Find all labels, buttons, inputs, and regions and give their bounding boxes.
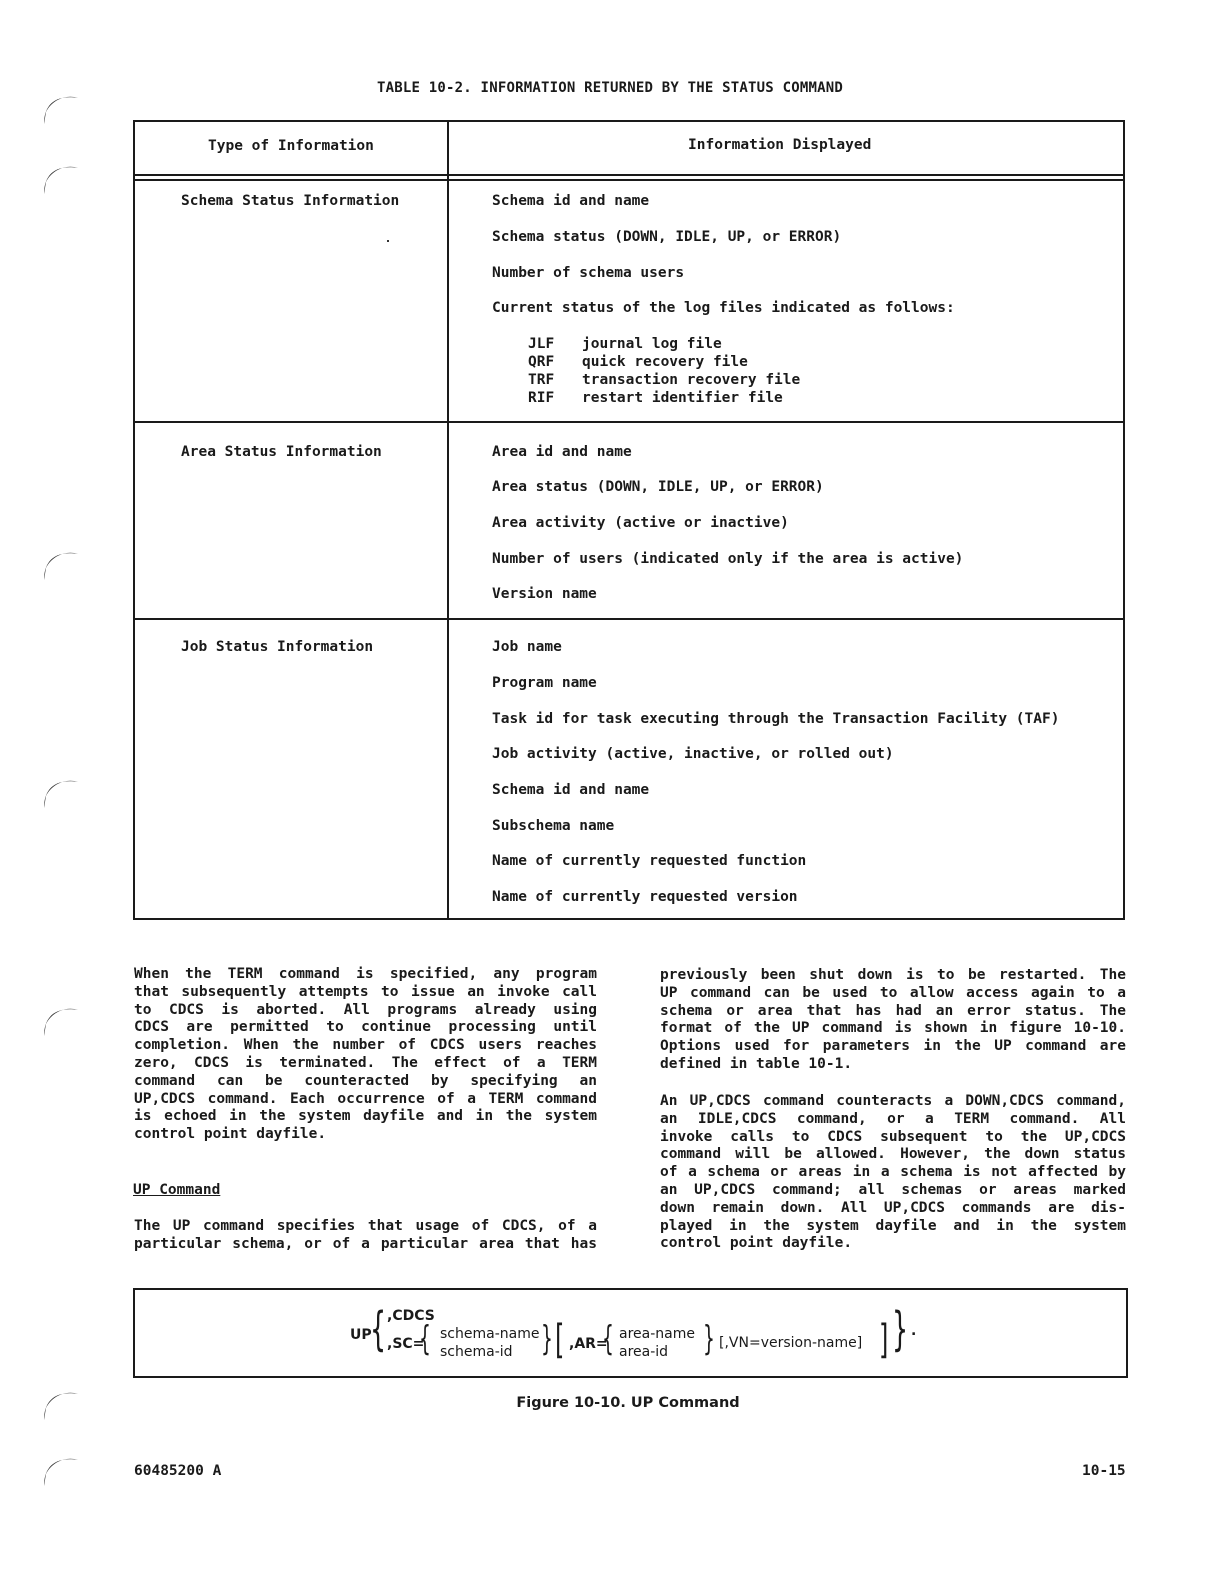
terminator: .: [911, 1323, 917, 1339]
right-brace: }: [703, 1319, 715, 1359]
job-info-item: Task id for task executing through the Transaction Facility (TAF): [492, 711, 1060, 727]
opt-ar: ,AR=: [569, 1336, 608, 1352]
table-title: TABLE 10-2. INFORMATION RETURNED BY THE STATUS COMMAND: [377, 80, 843, 96]
punch-hole-icon: [38, 154, 82, 198]
header-divider: [135, 179, 1123, 181]
job-info-item: Program name: [492, 675, 597, 691]
opt-sc: ,SC=: [387, 1336, 425, 1352]
area-info-item: Area id and name: [492, 444, 632, 460]
right-paragraph-2: An UP,CDCS command counteracts a DOWN,CDCS command, an IDLE,CDCS command, or a TERM command. All invoke calls to CDCS subsequent to the UP,CDCS command will be allowed. However, the down status of a schema or areas in a schema is not affected by an UP,CDCS command; all schemas or areas marked down remain down. All UP,CDCS commands are dis- played in the system dayfile and in the system control point dayfile.: [660, 1093, 1126, 1252]
job-info-item: Job activity (active, inactive, or rolled out): [492, 746, 894, 762]
punch-hole-icon: [38, 768, 82, 812]
job-info-item: Schema id and name: [492, 782, 650, 798]
schema-info-item: Schema id and name: [492, 193, 650, 209]
left-paragraph-2: The UP command specifies that usage of CDCS, of a particular schema, or of a particular area that has: [134, 1218, 597, 1252]
right-bracket: ]: [879, 1317, 889, 1363]
up-command-figure: [133, 1288, 1128, 1378]
job-info-item: Name of currently requested version: [492, 889, 798, 905]
log-file-abbr: QRF: [528, 354, 555, 370]
area-info-item: Version name: [492, 586, 597, 602]
section-type-job: Job Status Information: [181, 639, 374, 655]
job-info-item: Name of currently requested function: [492, 853, 807, 869]
header-type: Type of Information: [208, 138, 374, 154]
opt-vn: [,VN=version-name]: [719, 1335, 863, 1351]
punch-hole-icon: [38, 996, 82, 1040]
punch-hole-icon: [38, 1446, 82, 1490]
status-table: [133, 120, 1125, 920]
log-file-abbr: RIF: [528, 390, 555, 406]
left-paragraph-1: When the TERM command is specified, any program that subsequently attempts to issue an invoke call to CDCS is aborted. All programs already using CDCS are permitted to continue processing until completion. When the number of CDCS users reaches zero, CDCS is terminated. The effect of a TERM command can be counteracted by specifying an UP,CDCS command. Each occurrence of a TERM command is echoed in the system dayfile and in the system control point dayfile.: [134, 966, 597, 1143]
left-brace: {: [419, 1319, 431, 1359]
right-brace: }: [892, 1302, 909, 1356]
schema-info-item: Number of schema users: [492, 265, 685, 281]
schema-info-item: Current status of the log files indicated as follows:: [492, 300, 955, 316]
job-info-item: Job name: [492, 639, 562, 655]
section-type-area: Area Status Information: [181, 444, 382, 460]
up-command-heading: UP Command: [133, 1182, 221, 1198]
header-divider: [135, 174, 1123, 176]
header-displayed: Information Displayed: [688, 137, 872, 153]
figure-caption: Figure 10-10. UP Command: [516, 1395, 740, 1411]
schema-name: schema-name: [440, 1326, 540, 1342]
schema-info-item: Schema status (DOWN, IDLE, UP, or ERROR): [492, 229, 842, 245]
cmd-up: UP: [350, 1327, 372, 1343]
document-number: 60485200 A: [134, 1463, 222, 1479]
left-brace: {: [602, 1319, 614, 1359]
job-info-item: Subschema name: [492, 818, 615, 834]
log-file-abbr: TRF: [528, 372, 555, 388]
area-id: area-id: [619, 1344, 669, 1360]
log-file-desc: journal log file: [582, 336, 722, 352]
log-file-desc: transaction recovery file: [582, 372, 801, 388]
punch-hole-icon: [38, 540, 82, 584]
schema-id: schema-id: [440, 1344, 513, 1360]
log-file-desc: restart identifier file: [582, 390, 783, 406]
log-file-desc: quick recovery file: [582, 354, 748, 370]
area-info-item: Area status (DOWN, IDLE, UP, or ERROR): [492, 479, 824, 495]
right-paragraph-1: previously been shut down is to be restarted. The UP command can be used to allow access again to a schema or area that has had an error status. The format of the UP command is shown in figure 10-10. Options used for parameters in the UP command are defined in table 10-1.: [660, 967, 1126, 1072]
left-bracket: [: [555, 1317, 565, 1363]
column-divider: [447, 122, 449, 918]
section-type-schema: Schema Status Information: [181, 193, 400, 209]
stray-mark: [387, 240, 389, 242]
left-brace: {: [370, 1302, 387, 1356]
right-brace: }: [541, 1319, 553, 1359]
log-file-abbr: JLF: [528, 336, 555, 352]
opt-cdcs: ,CDCS: [387, 1308, 435, 1324]
area-info-item: Area activity (active or inactive): [492, 515, 789, 531]
row-divider: [135, 421, 1123, 423]
area-name: area-name: [619, 1326, 695, 1342]
page-number: 10-15: [1082, 1463, 1126, 1479]
area-info-item: Number of users (indicated only if the area is active): [492, 551, 964, 567]
row-divider: [135, 618, 1123, 620]
